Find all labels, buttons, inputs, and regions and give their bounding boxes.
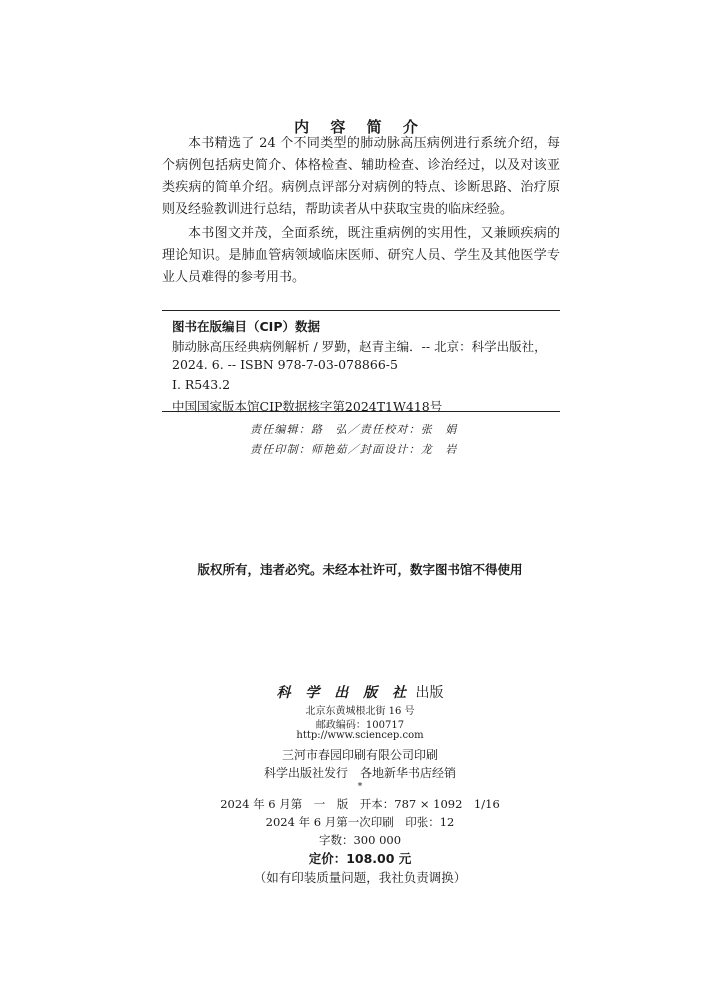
summary-paragraph-1: 本书精选了 24 个不同类型的肺动脉高压病例进行系统介绍，每个病例包括病史简介、体格检查、辅助检查、诊治经过，以及对该亚类疾病的简单介绍。病例点评部分对病例的特点、诊断思路、治疗原则及经验教训进行总结，帮助读者从中获取宝贵的临床经验。 [162, 136, 560, 217]
quality-notice: （如有印装质量问题，我社负责调换） [253, 870, 467, 885]
production-credits: 责任印制：师艳茹／封面设计：龙 岩 [250, 443, 458, 456]
price: 定价：108.00 元 [308, 851, 412, 866]
summary-paragraph-2: 本书图文并茂，全面系统，既注重病例的实用性，又兼顾疾病的理论知识。是肺血管病领域临床医师、研究人员、学生及其他医学专业人员难得的参考用书。 [162, 226, 560, 285]
cip-line-title: 肺动脉高压经典病例解析 / 罗勤，赵青主编．-- 北京：科学出版社， [172, 339, 547, 354]
impression-line: 2024 年 6 月第一次印刷 印张：12 [265, 815, 455, 829]
publisher-line [0, 682, 720, 702]
copyright-notice: 版权所有，违者必究。未经本社许可，数字图书馆不得使用 [197, 562, 523, 577]
cip-bottom-divider [162, 411, 560, 412]
separator-star: * [357, 782, 363, 792]
summary-title: 内 容 简 介 [294, 118, 426, 136]
cip-top-divider [162, 310, 560, 311]
publisher-name: 科 学 出 版 社 [276, 685, 412, 701]
editor-credits: 责任编辑：路 弘／责任校对：张 娟 [250, 423, 458, 436]
printer-line: 三河市春园印刷有限公司印刷 [281, 748, 438, 762]
publisher-postcode: 邮政编码：100717 [315, 720, 405, 731]
cip-line-classification: Ⅰ. R543.2 [172, 377, 231, 392]
cip-line-isbn: 2024. 6. -- ISBN 978-7-03-078866-5 [172, 357, 398, 372]
cip-line-record-number: 中国国家版本馆CIP数据核字第2024T1W418号 [172, 399, 443, 414]
publisher-suffix: 出版 [415, 685, 444, 701]
edition-line: 2024 年 6 月第 一 版 开本：787 × 1092 1/16 [220, 797, 500, 811]
distribution-line: 科学出版社发行 各地新华书店经销 [263, 766, 456, 780]
cip-heading: 图书在版编目（CIP）数据 [172, 319, 320, 334]
publisher-address: 北京东黄城根北街 16 号 [305, 706, 415, 717]
publisher-website: http://www.sciencep.com [296, 730, 424, 741]
word-count: 字数：300 000 [318, 833, 402, 847]
